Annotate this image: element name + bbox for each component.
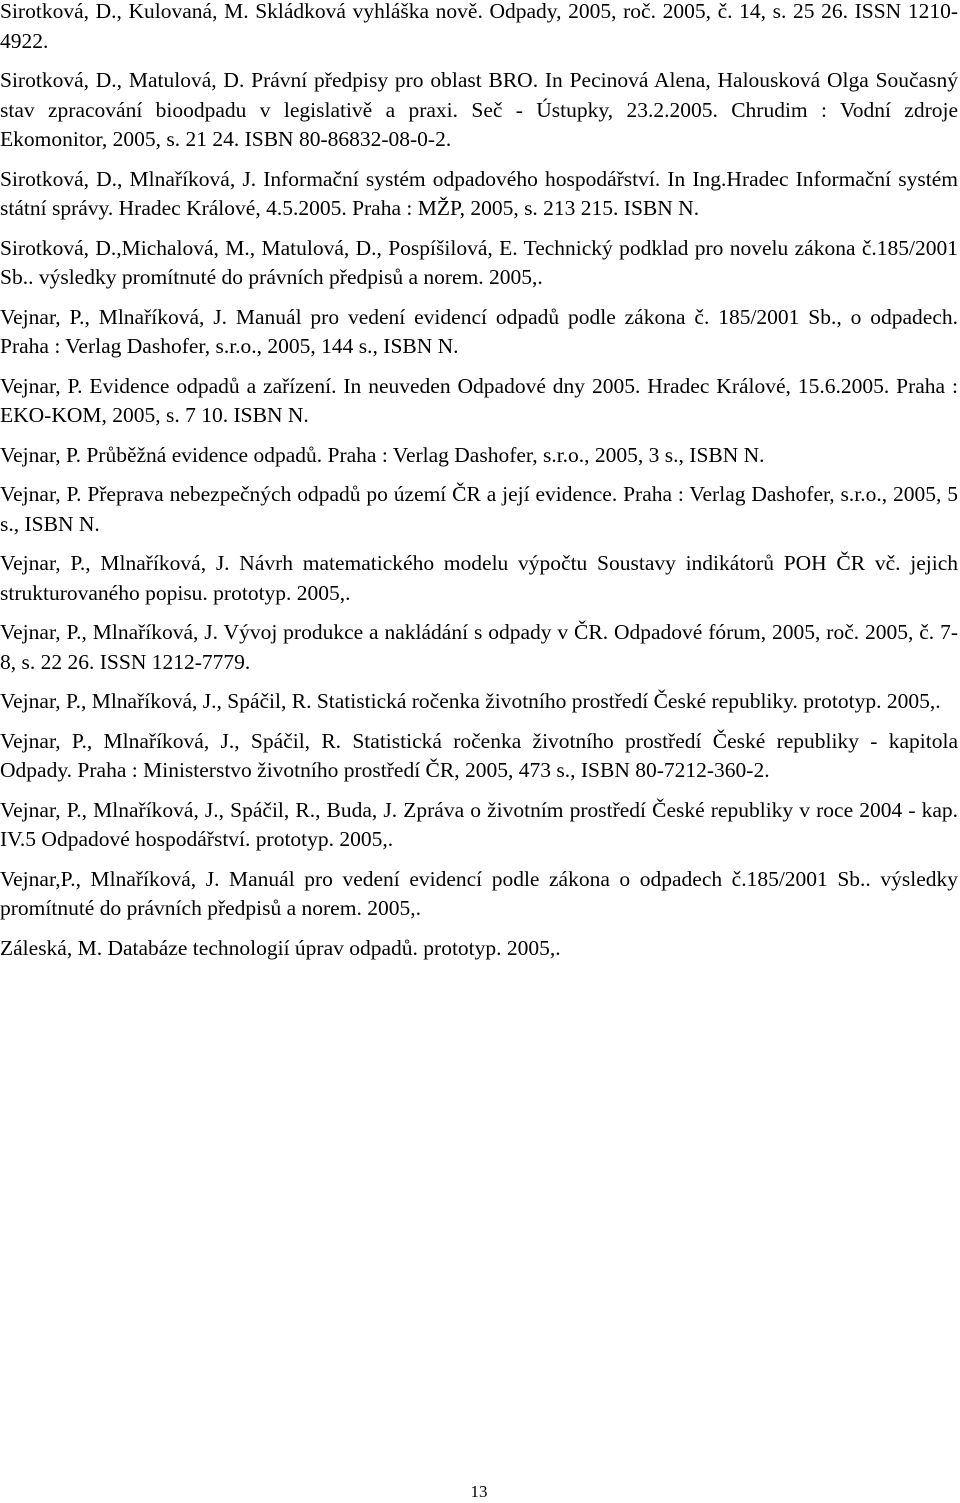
reference-item: Sirotková, D., Kulovaná, M. Skládková vyhláška nově. Odpady, 2005, roč. 2005, č. 14, s. 25 26. ISSN 1210-4922. — [0, 0, 958, 53]
reference-item: Vejnar, P., Mlnaříková, J., Spáčil, R., Buda, J. Zpráva o životním prostředí České republiky v roce 2004 - kap. IV.5 Odpadové hospodářství. prototyp. 2005,. — [0, 797, 958, 851]
reference-item: Vejnar, P. Průběžná evidence odpadů. Praha : Verlag Dashofer, s.r.o., 2005, 3 s., ISBN N. — [0, 442, 765, 467]
reference-item: Vejnar, P. Evidence odpadů a zařízení. In neuveden Odpadové dny 2005. Hradec Králové, 15.6.2005. Praha : EKO-KOM, 2005, s. 7 10. ISBN N. — [0, 373, 958, 427]
page-number: 13 — [470, 1482, 488, 1501]
reference-item: Vejnar, P., Mlnaříková, J., Spáčil, R. Statistická ročenka životního prostředí České republiky - kapitola Odpady. Praha : Ministerstvo životního prostředí ČR, 2005, 473 s., ISBN 80-7212-360-2. — [0, 728, 958, 782]
reference-item: Vejnar, P., Mlnaříková, J. Návrh matematického modelu výpočtu Soustavy indikátorů POH ČR vč. jejich strukturovaného popisu. prototyp. 2005,. — [0, 551, 958, 605]
reference-item: Vejnar, P., Mlnaříková, J. Manuál pro vedení evidencí odpadů podle zákona č. 185/2001 Sb., o odpadech. Praha : Verlag Dashofer, s.r.o., 2005, 144 s., ISBN N. — [0, 304, 958, 358]
reference-item: Sirotková, D.,Michalová, M., Matulová, D., Pospíšilová, E. Technický podklad pro novelu zákona č.185/2001 Sb.. výsledky promítnuté do právních předpisů a norem. 2005,. — [0, 235, 958, 289]
reference-item: Vejnar, P., Mlnaříková, J. Vývoj produkce a nakládání s odpady v ČR. Odpadové fórum, 2005, roč. 2005, č. 7-8, s. 22 26. ISSN 1212-7779. — [0, 620, 958, 674]
reference-item: Sirotková, D., Mlnaříková, J. Informační systém odpadového hospodářství. In Ing.Hradec Informační systém státní správy. Hradec Králové, 4.5.2005. Praha : MŽP, 2005, s. 213 215. ISBN N. — [0, 166, 958, 220]
reference-item: Sirotková, D., Matulová, D. Právní předpisy pro oblast BRO. In Pecinová Alena, Halousková Olga Současný stav zpracování bioodpadu v legislativě a praxi. Seč - Ústupky, 23.2.2005. Chrudim : Vodní zdroje Ekomonitor, 2005, s. 21 24. ISBN 80-86832-08-0-2. — [0, 68, 958, 151]
reference-item: Záleská, M. Databáze technologií úprav odpadů. prototyp. 2005,. — [0, 935, 561, 960]
reference-item: Vejnar, P. Přeprava nebezpečných odpadů po území ČR a její evidence. Praha : Verlag Dashofer, s.r.o., 2005, 5 s., ISBN N. — [0, 482, 958, 536]
reference-item: Vejnar,P., Mlnaříková, J. Manuál pro vedení evidencí podle zákona o odpadech č.185/2001 Sb.. výsledky promítnuté do právních předpisů a norem. 2005,. — [0, 866, 958, 920]
reference-item: Vejnar, P., Mlnaříková, J., Spáčil, R. Statistická ročenka životního prostředí České republiky. prototyp. 2005,. — [0, 689, 941, 713]
